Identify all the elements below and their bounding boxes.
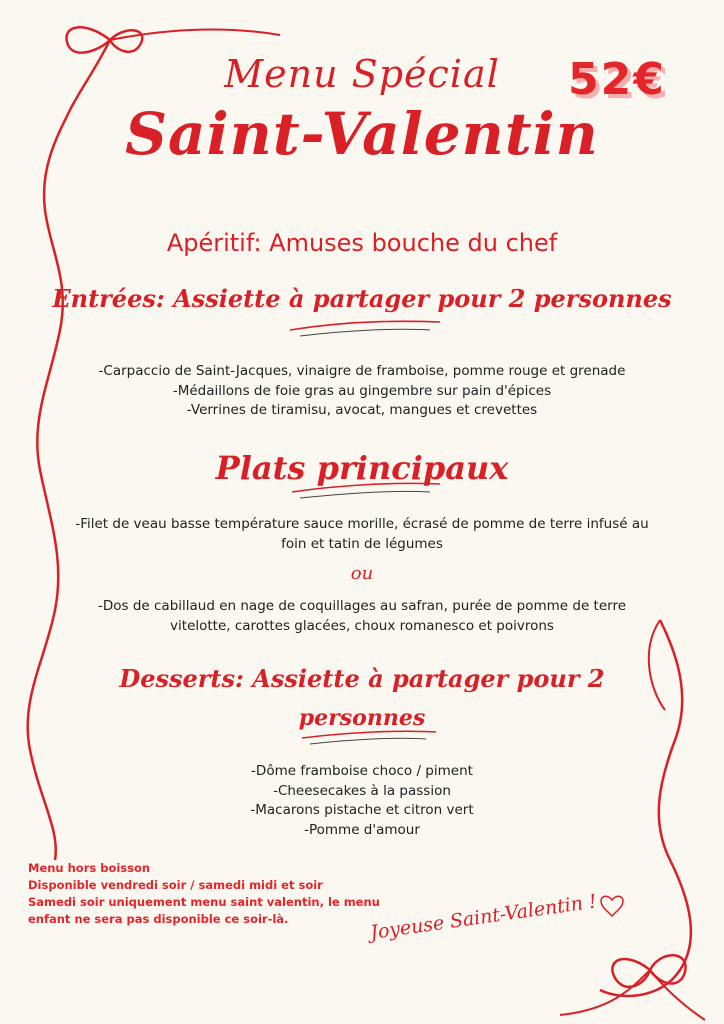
plat-option-1: -Filet de veau basse température sauce morille, écrasé de pomme de terre infusé au foin et tatin de légumes bbox=[75, 516, 649, 552]
list-item: -Cheesecakes à la passion bbox=[273, 782, 451, 799]
list-item: -Verrines de tiramisu, avocat, mangues et crevettes bbox=[186, 402, 538, 418]
plat-option-2: -Dos de cabillaud en nage de coquillages au safran, purée de pomme de terre vitelotte, carottes glacées, choux romanesco et poivrons bbox=[97, 598, 627, 634]
note-line: Disponible vendredi soir / samedi midi et soir bbox=[28, 878, 323, 892]
desserts-heading-continued: personnes bbox=[298, 705, 426, 731]
list-item: -Macarons pistache et citron vert bbox=[250, 802, 474, 818]
desserts-list bbox=[0, 762, 724, 840]
entrees-heading: Entrées: Assiette à partager pour 2 personnes bbox=[52, 284, 672, 313]
note-line: Menu hors boisson bbox=[28, 861, 151, 875]
list-item: -Médaillons de foie gras au gingembre sur pain d'épices bbox=[172, 382, 552, 399]
list-item: -Carpaccio de Saint-Jacques, vinaigre de framboise, pomme rouge et grenade bbox=[98, 363, 626, 379]
menu-subtitle: Menu Spécial bbox=[224, 52, 500, 96]
desserts-heading: Desserts: Assiette à partager pour 2 bbox=[119, 664, 605, 693]
plats-separator: ou bbox=[350, 563, 374, 584]
menu-title: Saint-Valentin bbox=[125, 100, 599, 168]
aperitif-line: Apéritif: Amuses bouche du chef bbox=[166, 229, 558, 257]
plats-heading: Plats principaux bbox=[215, 449, 509, 487]
list-item: -Dôme framboise choco / piment bbox=[251, 763, 473, 779]
menu-notes bbox=[28, 860, 388, 928]
note-line: Samedi soir uniquement menu saint valentin, le menu enfant ne sera pas disponible ce soir-là. bbox=[28, 895, 380, 926]
entrees-list bbox=[0, 362, 724, 421]
greeting-signature: Joyeuse Saint-Valentin ! bbox=[368, 890, 598, 944]
price-label: 52€ bbox=[568, 54, 666, 105]
list-item: -Pomme d'amour bbox=[304, 821, 420, 838]
